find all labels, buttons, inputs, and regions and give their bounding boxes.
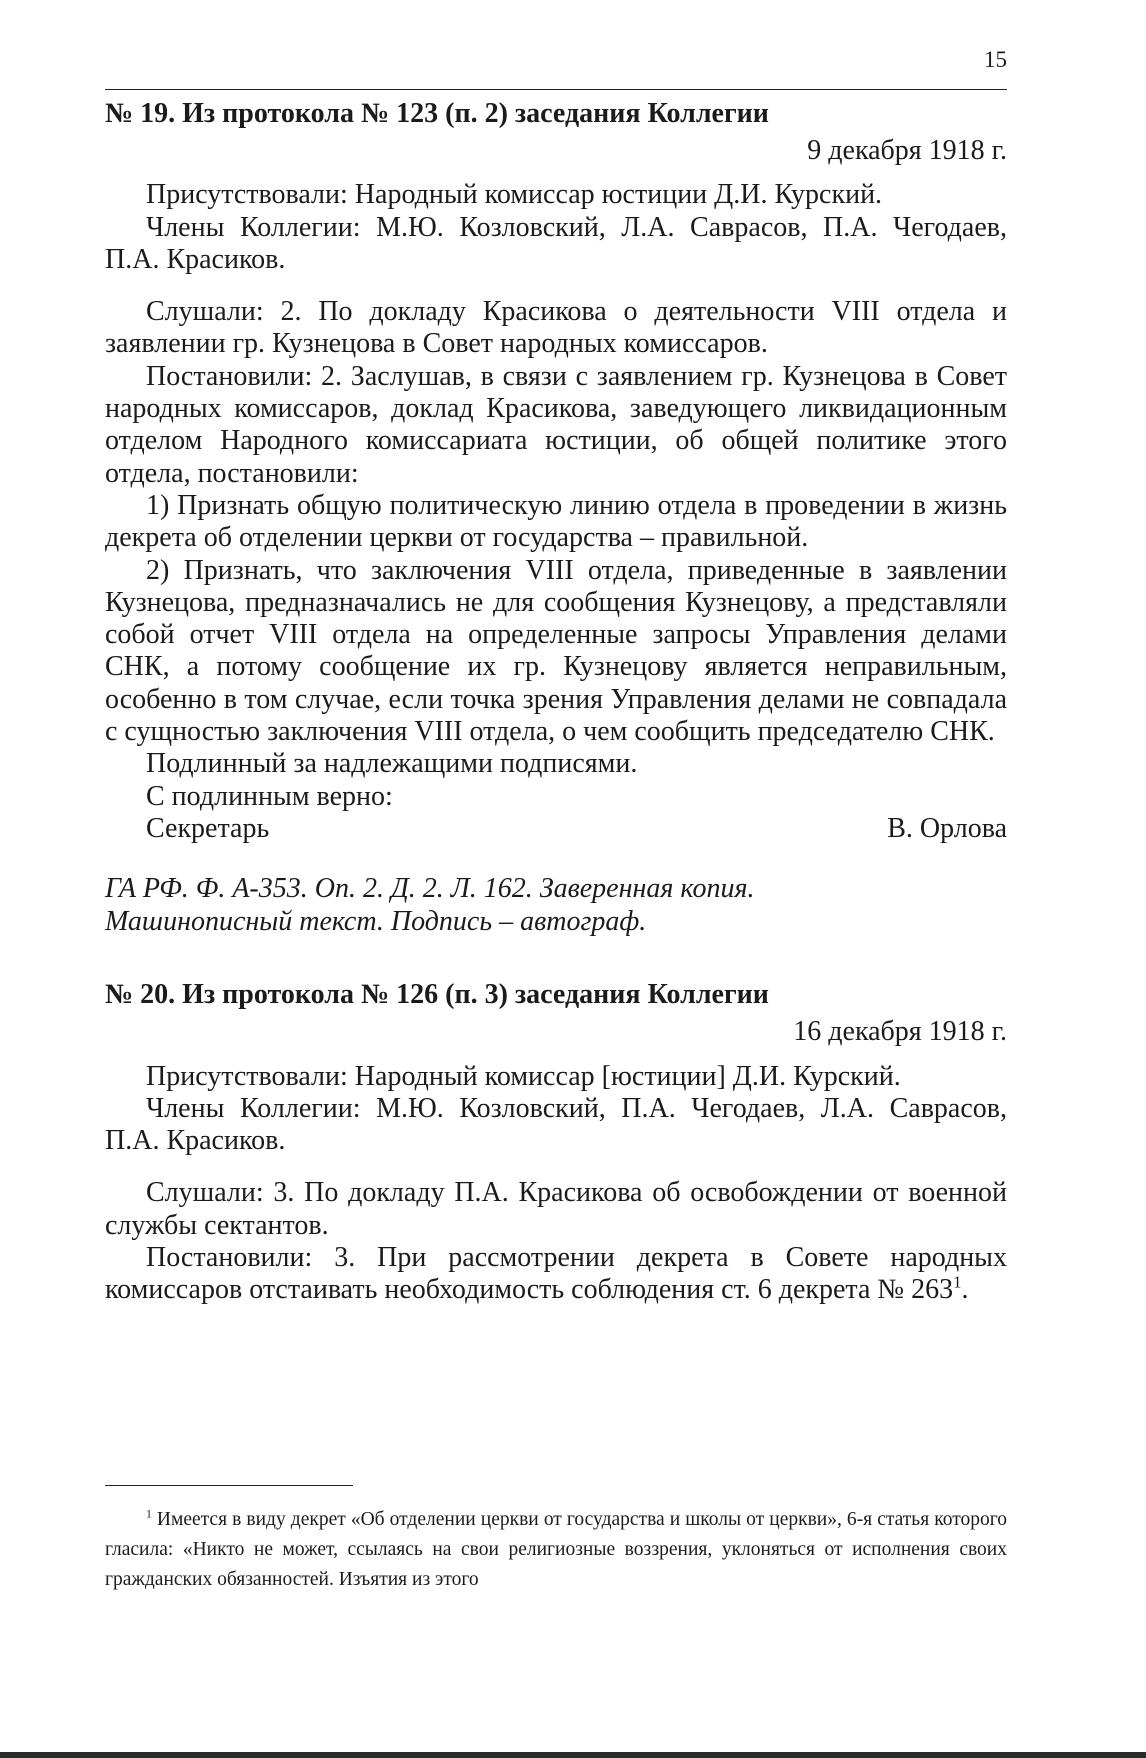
document-19-members: Члены Коллегии: М.Ю. Козловский, Л.А. Саврасов, П.А. Чегодаев, П.А. Красиков.: [105, 211, 1007, 275]
secretary-label: Секретарь: [146, 812, 270, 844]
footnote-rule: [105, 1485, 353, 1486]
document-19-point-2: 2) Признать, что заключения VIII отдела, приведенные в заявлении Кузнецова, предназначались не для сообщения Кузнецову, а представляли собой отчет VIII отдела на определенные запросы Управления делами СНК, а потому сообщение их гр. Кузнецову является неправильным, особенно в том случае, если точка зрения Управления делами не совпадала с сущностью заключения VIII отдела, о чем сообщить председателю СНК.: [105, 554, 1007, 748]
document-20-title: № 20. Из протокола № 126 (п. 3) заседания Коллегии: [105, 979, 769, 1011]
document-19-certified: С подлинным верно:: [146, 780, 393, 812]
document-20-resolved-text: Постановили: 3. При рассмотрении декрета в Совете народных комиссаров отстаивать необходимость соблюдения ст. 6 декрета № 263: [105, 1242, 1007, 1306]
scan-bottom-edge: [0, 1752, 1146, 1758]
footnote-mark: 1: [146, 1507, 152, 1521]
document-20-present: Присутствовали: Народный комиссар [юстиции] Д.И. Курский.: [146, 1060, 901, 1092]
document-19-title: № 19. Из протокола № 123 (п. 2) заседания Коллегии: [105, 98, 769, 129]
document-19-resolved: Постановили: 2. Заслушав, в связи с заявлением гр. Кузнецова в Совет народных комиссаров, доклад Красикова, заведующего ликвидационным отделом Народного комиссариата юстиции, об общей политике этого отдела, постановили:: [105, 360, 1007, 489]
archive-source-line-2: Машинописный текст. Подпись – автограф.: [105, 905, 647, 937]
document-19-heard: Слушали: 2. По докладу Красикова о деятельности VIII отдела и заявлении гр. Кузнецова в Совет народных комиссаров.: [105, 296, 1007, 360]
document-19-present: Присутствовали: Народный комиссар юстиции Д.И. Курский.: [146, 179, 883, 211]
document-20-heard: Слушали: 3. По докладу П.А. Красикова об освобождении от военной службы сектантов.: [105, 1177, 1007, 1241]
page-number: 15: [984, 47, 1007, 72]
footnote-1: [105, 1505, 1007, 1595]
document-19-original-signed: Подлинный за надлежащими подписями.: [146, 748, 638, 780]
document-20-resolved-end: .: [961, 1274, 969, 1306]
document-20-date: 16 декабря 1918 г.: [793, 1016, 1007, 1048]
document-19-point-1: 1) Признать общую политическую линию отдела в проведении в жизнь декрета об отделении церкви от государства – правильной.: [105, 489, 1007, 554]
archive-source-line-1: ГА РФ. Ф. А-353. Оп. 2. Д. 2. Л. 162. Заверенная копия.: [105, 873, 755, 905]
header-rule: [105, 89, 1007, 90]
document-19: [105, 97, 1007, 938]
footnote-reference-1[interactable]: 1: [953, 1272, 962, 1292]
footnote-text: Имеется в виду декрет «Об отделении церкви от государства и школы от церкви», 6-я статья которого гласила: «Никто не может, ссылаясь на свои религиозные воззрения, уклоняться от исполнения своих гражданских обязанностей. Изъятия из этого: [105, 1509, 1007, 1590]
document-20: [105, 978, 1007, 1306]
document-19-signature-row: [105, 813, 1007, 845]
document-19-archive-source: [105, 873, 1007, 938]
book-page: [105, 0, 1007, 1758]
page-content: [105, 97, 1007, 1307]
section-spacer: [105, 938, 1007, 978]
document-20-members: Члены Коллегии: М.Ю. Козловский, П.А. Чегодаев, Л.А. Саврасов, П.А. Красиков.: [105, 1092, 1007, 1157]
document-20-resolved: [105, 1242, 1007, 1307]
document-19-date: 9 декабря 1918 г.: [807, 135, 1007, 166]
secretary-name: В. Орлова: [887, 812, 1007, 844]
